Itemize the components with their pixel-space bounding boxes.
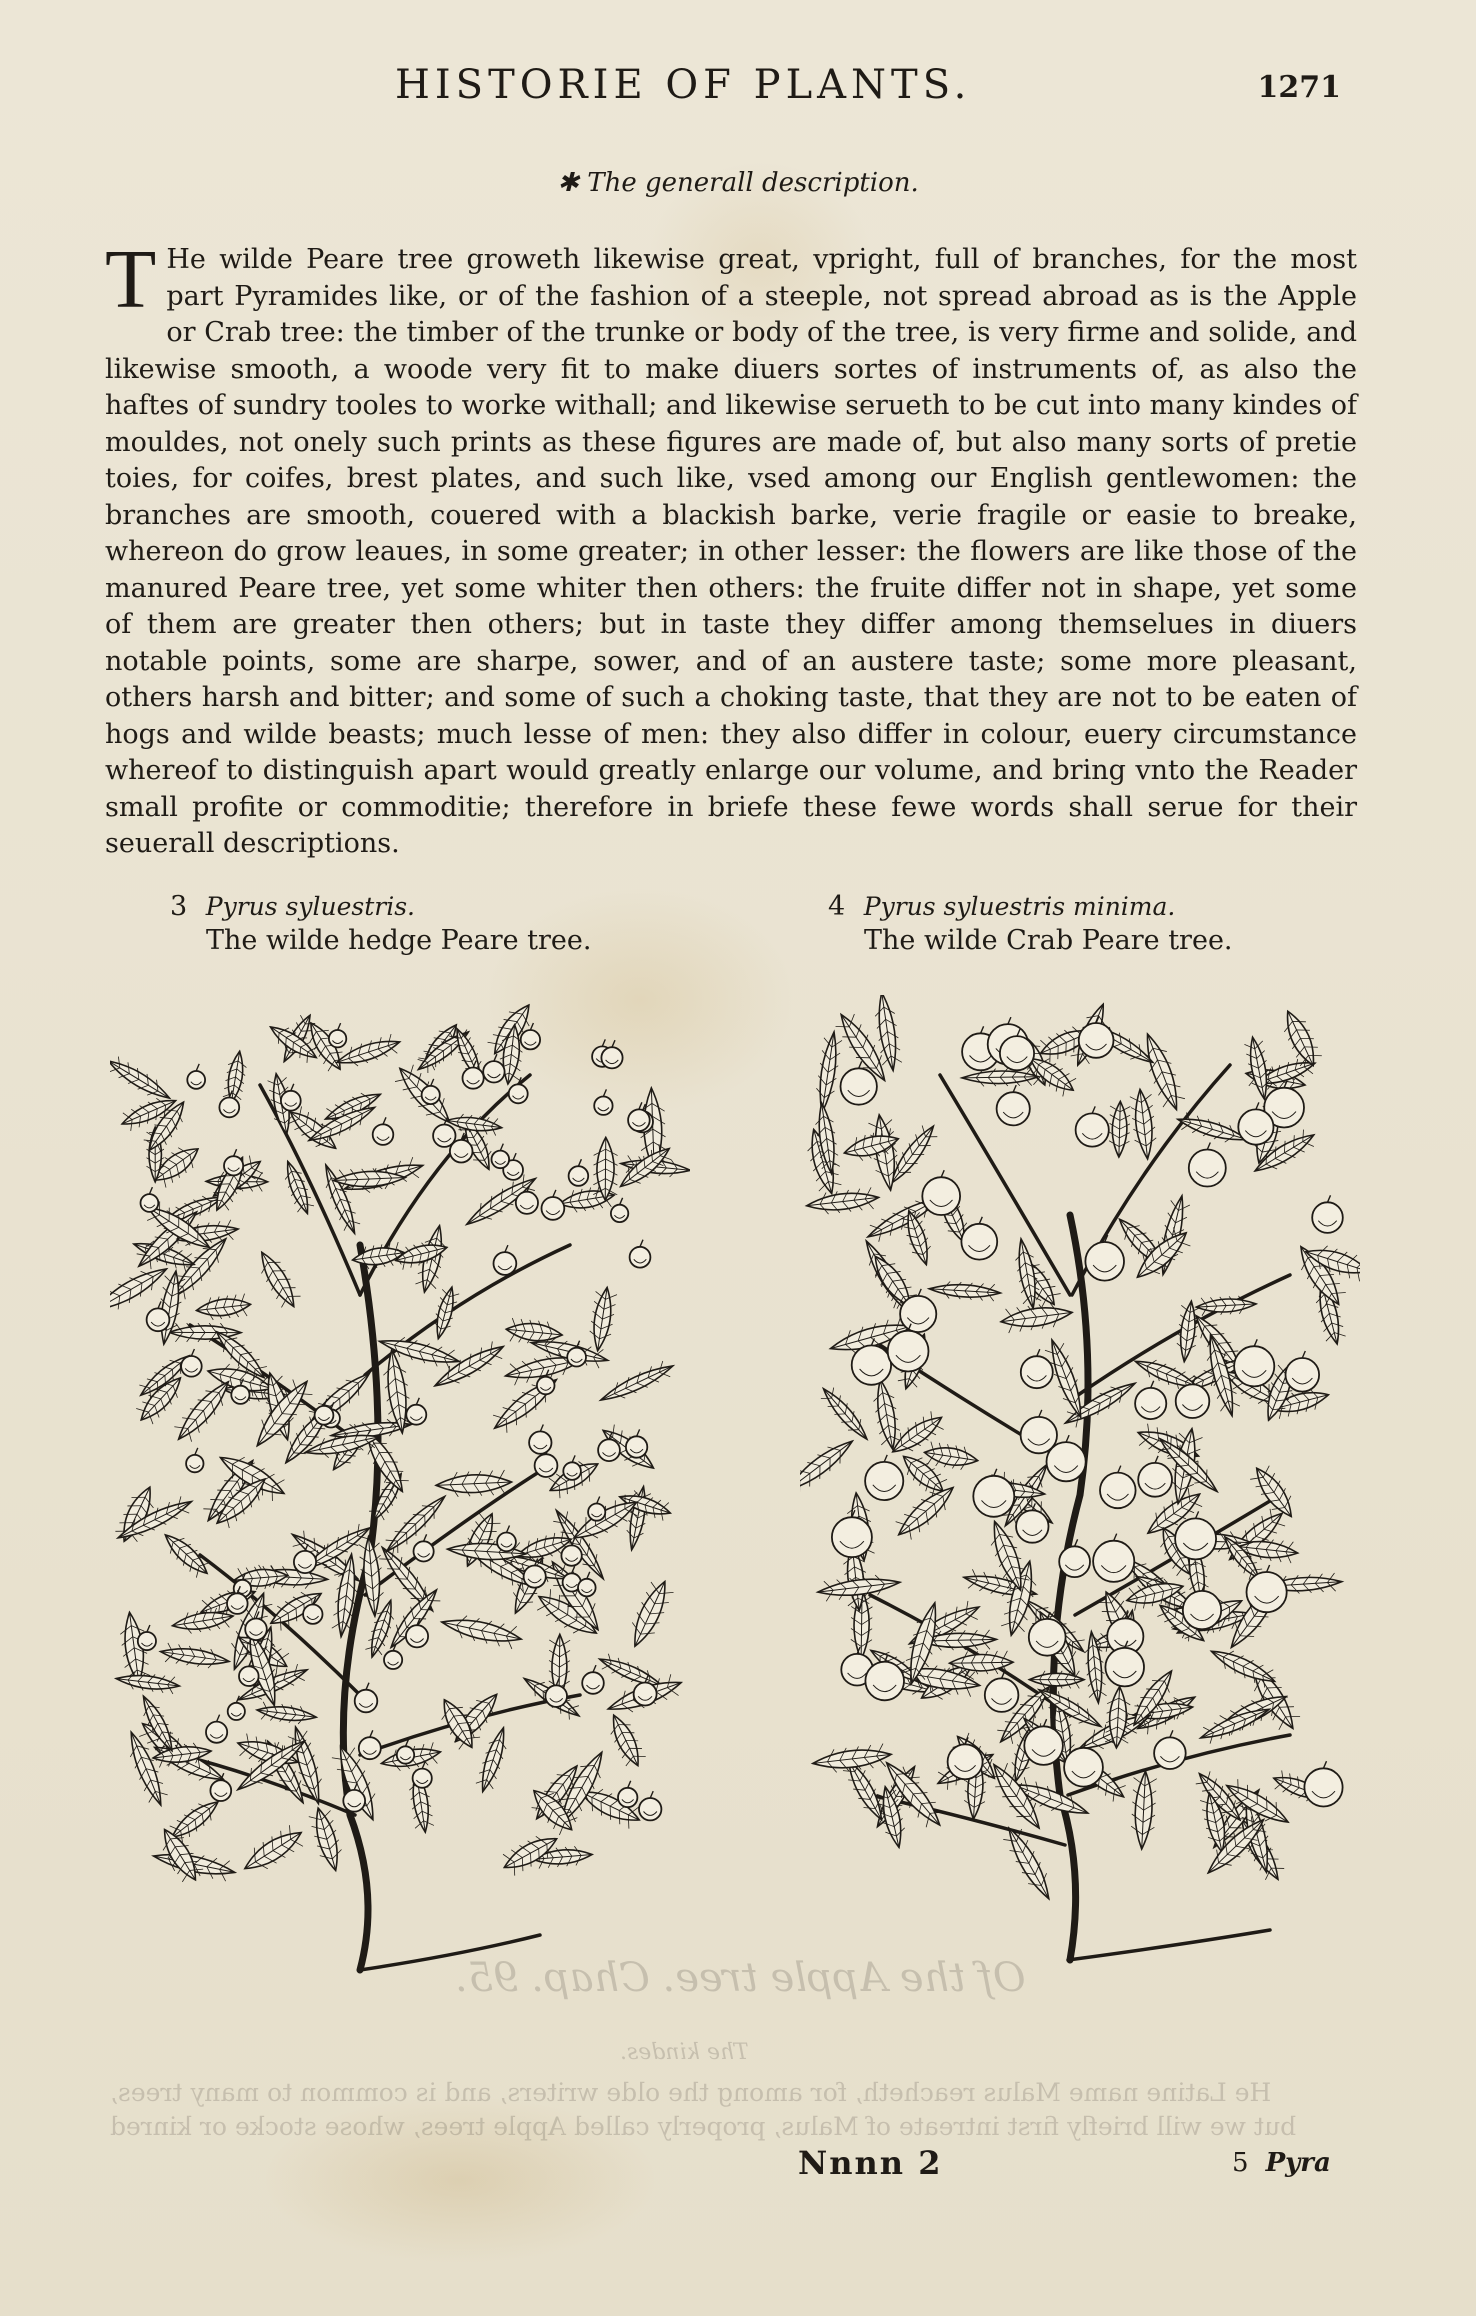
show-through-subhead: The kindes. [620, 2040, 749, 2065]
catchword [1232, 2148, 1331, 2178]
leaf [222, 1050, 249, 1105]
leaf [604, 1710, 648, 1770]
branch [365, 1245, 570, 1375]
show-through-chapter: Of the Apple tree. Chap. 95. [455, 1955, 1026, 2001]
drop-cap: T [105, 233, 157, 326]
fruit [187, 1064, 205, 1089]
leaf [430, 1285, 461, 1341]
fruit [865, 1455, 903, 1500]
leaf [115, 1670, 180, 1695]
leaf [252, 1247, 303, 1313]
fruit [1021, 1410, 1057, 1453]
fruit [922, 1170, 960, 1215]
fruit [138, 1625, 156, 1650]
fruit [588, 1497, 605, 1521]
fruit [542, 1190, 565, 1220]
fruit [1093, 1534, 1134, 1582]
fruit [1021, 1349, 1053, 1388]
leaf [923, 1441, 980, 1472]
fruit [224, 1149, 243, 1175]
figure-3-number: 3 [170, 891, 188, 922]
leaf [256, 1701, 317, 1726]
leaf [110, 1053, 174, 1105]
fruit [1183, 1584, 1221, 1629]
fruit [329, 1023, 346, 1047]
leaf [1130, 1771, 1157, 1850]
fruit [492, 1144, 510, 1169]
fruit [359, 1730, 381, 1759]
leaf [238, 1822, 308, 1879]
fruit [973, 1469, 1014, 1517]
fruit [1059, 1539, 1090, 1577]
fruit [355, 1683, 378, 1713]
leaf [587, 1286, 618, 1352]
leaf [1129, 1088, 1158, 1160]
crab-pear-tree-illustration [800, 995, 1360, 1965]
leaf [1243, 1035, 1273, 1101]
description-paragraph [105, 233, 1357, 863]
catchword-text: Pyra [1265, 2148, 1331, 2178]
leaf [624, 1576, 676, 1651]
fruit [494, 1245, 517, 1275]
fruit [948, 1737, 983, 1779]
fruit [578, 1572, 596, 1597]
leaf [817, 1383, 873, 1445]
fruit [1076, 1106, 1109, 1146]
pear-tree-illustration [110, 995, 690, 1975]
leaf [195, 1293, 252, 1322]
figure-4-latin-name: Pyrus syluestris minima. [863, 892, 1176, 921]
fruit [1304, 1761, 1342, 1806]
figure-4-caption [828, 890, 1233, 958]
leaf [158, 1527, 214, 1581]
leaf [159, 1642, 230, 1671]
fruit [1085, 1235, 1124, 1281]
fruit [601, 1040, 622, 1068]
leaf [800, 1433, 859, 1499]
fruit [373, 1117, 394, 1145]
fruit [618, 1781, 637, 1807]
fruit [529, 1425, 551, 1454]
leaf [474, 1725, 512, 1794]
figure-4-woodcut [800, 995, 1360, 1965]
description-text: He wilde Peare tree groweth likewise great, vpright, full of branches, for the most part Pyramides like, or of the fashion of a steeple, not spread abroad as is the Apple or Crab tree: the timber of the trunke or body of the tree, is very firme and solide, and likewise smooth, a woode very fit to make diuers sortes of instruments of, as also the haftes of sundry tooles to worke withall; and likewise serueth to be cut into many kindes of mouldes, not onely such prints as these figures are made of, but also many sorts of pretie toies, for coifes, brest plates, and such like, vsed among our English gentlewomen: the branches are smooth, couered with a blackish barke, verie fragile or easie to breake, whereon do grow leaues, in some greater; in other lesser: the flowers are like those of the manured Peare tree, yet some whiter then others: the fruite differ not in shape, yet some of them are greater then others; but in taste they differ among themselues in diuers notable points, some are sharpe, sower, and of an austere taste; some more pleasant, others harsh and bitter; and some of such a choking taste, that they are not to be eaten of hogs and wilde beasts; much lesse of men: they also differ in colour, euery circumstance whereof to distinguish apart would greatly enlarge our volume, and bring vnto the Reader small profite or commoditie; therefore in briefe these fewe words shall serue for their seuerall descriptions. [105, 244, 1357, 859]
leaf [1109, 1101, 1131, 1157]
fruit [1234, 1339, 1274, 1386]
figure-4-english-name: The wilde Crab Peare tree. [864, 925, 1233, 956]
fruit [594, 1089, 612, 1115]
fruit [1079, 1016, 1114, 1058]
fruit [569, 1159, 589, 1186]
fruit [1286, 1351, 1320, 1392]
fruit [563, 1455, 581, 1480]
fruit [1154, 1730, 1186, 1769]
fruit [611, 1198, 628, 1222]
fruit [582, 1665, 604, 1694]
signature-mark: Nnnn 2 [798, 2144, 943, 2182]
leaf [623, 1485, 652, 1552]
leaf [805, 1187, 880, 1217]
figure-3-caption [170, 890, 591, 958]
tree-group [800, 995, 1360, 1960]
leaf [1247, 1461, 1301, 1523]
fruit [206, 1715, 227, 1743]
trunk [1053, 1215, 1088, 1960]
leaf [999, 1300, 1073, 1334]
fruit [141, 1187, 159, 1212]
fruit [1138, 1456, 1172, 1497]
figure-4-number: 4 [828, 891, 846, 922]
leaf [430, 1338, 508, 1394]
figure-3-woodcut [110, 995, 690, 1975]
fruit [186, 1448, 203, 1472]
leaf [280, 1158, 316, 1216]
leaf [870, 1378, 903, 1451]
fruit [1100, 1466, 1136, 1509]
fruit [414, 1534, 434, 1561]
leaf [929, 1280, 1001, 1301]
leaf [439, 1611, 523, 1651]
leaf [1029, 1671, 1084, 1689]
figure-3-latin-name: Pyrus syluestris. [205, 892, 415, 921]
fruit [639, 1791, 661, 1820]
branch [1068, 1930, 1270, 1960]
tree-group [110, 998, 690, 1970]
figure-3-english-name: The wilde hedge Peare tree. [206, 925, 592, 956]
fruit [497, 1526, 516, 1552]
fruit [181, 1349, 202, 1377]
fruit [997, 1085, 1030, 1125]
fruit [630, 1240, 651, 1268]
fruit [406, 1398, 426, 1425]
fruit [1189, 1143, 1226, 1187]
leaf [1196, 1295, 1257, 1316]
show-through-line-1: He Latine name Malus reacheth, for among the olde writers, and is common to many trees, [110, 2078, 1272, 2107]
fruit [626, 1429, 647, 1457]
fruit [1135, 1381, 1166, 1419]
leaf [1277, 1006, 1324, 1070]
section-title: ✱ The generall description. [557, 168, 919, 198]
page-number: 1271 [1257, 70, 1341, 105]
leaf [307, 1805, 346, 1874]
page-header [0, 62, 1476, 122]
leaf [170, 1374, 237, 1446]
running-head: HISTORIE OF PLANTS. [395, 62, 972, 108]
leaf [813, 1031, 843, 1114]
catchword-number: 5 [1232, 2148, 1249, 2178]
show-through-line-2: but we will briefly first intreate of Malus, properly called Apple trees, whose stocke or kinred [110, 2112, 1297, 2141]
leaf [962, 1068, 1039, 1087]
fruit [384, 1644, 402, 1669]
fruit [1312, 1195, 1343, 1233]
fruit [413, 1762, 432, 1788]
leaf [597, 1358, 676, 1408]
leaf [435, 1470, 512, 1498]
